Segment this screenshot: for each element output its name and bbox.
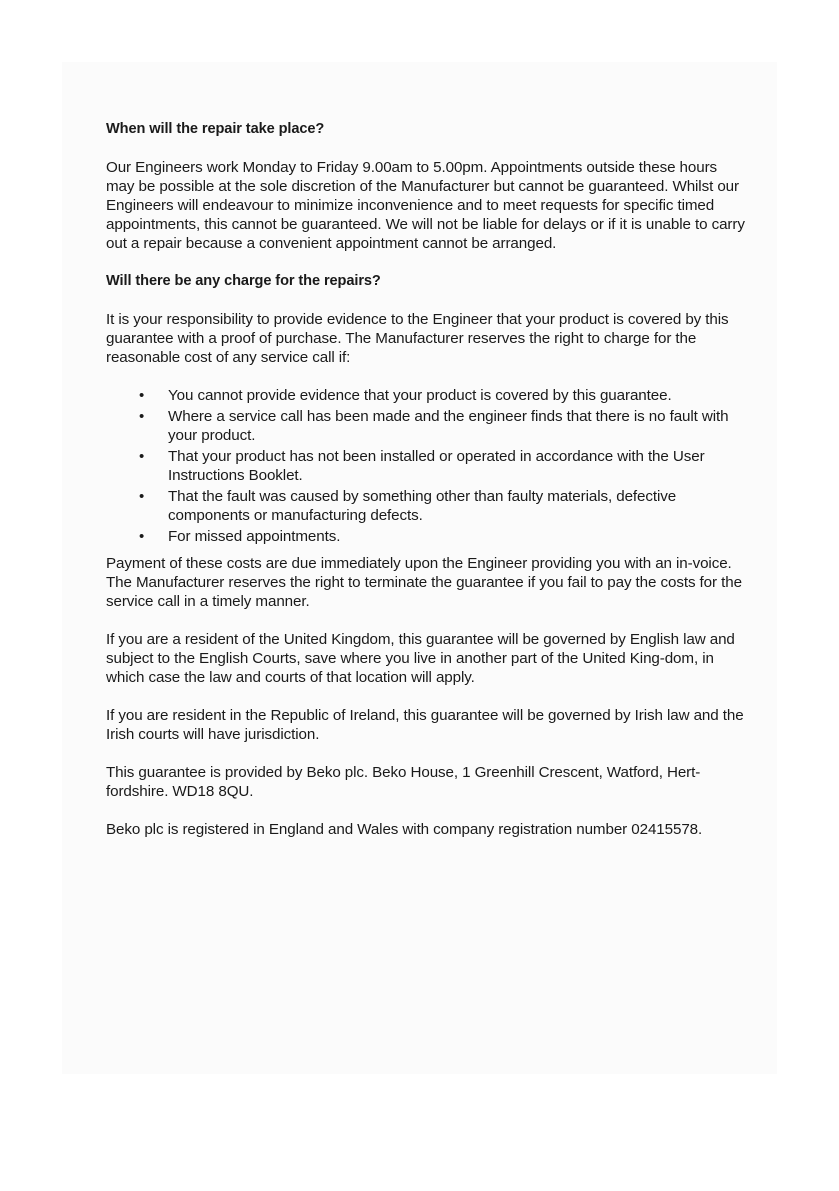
list-item-text: That the fault was caused by something other than faulty materials, defective components or manufacturing defects. xyxy=(168,488,677,524)
bullet-icon: • xyxy=(139,488,145,505)
uk-law-paragraph: If you are a resident of the United Kingdom, this guarantee will be governed by English law and subject to the English Courts, save where you live in another part of the United King-dom, in which case the law and courts of that location will apply. xyxy=(106,631,735,686)
list-item-text: That your product has not been installed or operated in accordance with the User Instructions Booklet. xyxy=(168,448,705,484)
list-item xyxy=(106,386,746,405)
charge-heading: Will there be any charge for the repairs? xyxy=(106,273,381,289)
payment-paragraph: Payment of these costs are due immediately upon the Engineer providing you with an in-voice. The Manufacturer reserves the right to terminate the guarantee if you fail to pay the costs for the service call in a timely manner. xyxy=(106,555,742,610)
document-body xyxy=(106,120,746,858)
list-item-text: You cannot provide evidence that your product is covered by this guarantee. xyxy=(168,387,672,404)
provider-paragraph: This guarantee is provided by Beko plc. Beko House, 1 Greenhill Crescent, Watford, Hert-fordshire. WD18 8QU. xyxy=(106,764,701,800)
list-item xyxy=(106,447,746,485)
list-item-text: For missed appointments. xyxy=(168,528,341,545)
list-item xyxy=(106,487,746,525)
list-item xyxy=(106,527,746,546)
charge-paragraph: It is your responsibility to provide evidence to the Engineer that your product is covered by this guarantee with a proof of purchase. The Manufacturer reserves the right to charge for the reasonable cost of any service call if: xyxy=(106,311,729,366)
bullet-icon: • xyxy=(139,528,145,545)
list-item-text: Where a service call has been made and the engineer finds that there is no fault with your product. xyxy=(168,408,729,444)
list-item xyxy=(106,407,746,445)
charge-conditions-list xyxy=(106,386,746,546)
bullet-icon: • xyxy=(139,408,145,425)
ireland-law-paragraph: If you are resident in the Republic of Ireland, this guarantee will be governed by Irish law and the Irish courts will have jurisdiction. xyxy=(106,707,744,743)
repair-paragraph: Our Engineers work Monday to Friday 9.00am to 5.00pm. Appointments outside these hours may be possible at the sole discretion of the Manufacturer but cannot be guaranteed. Whilst our Engineers will endeavour to minimize inconvenience and to meet requests for specific timed appointments, this cannot be guaranteed. We will not be liable for delays or if it is unable to carry out a repair because a convenient appointment cannot be arranged. xyxy=(106,159,745,252)
repair-heading: When will the repair take place? xyxy=(106,121,325,137)
bullet-icon: • xyxy=(139,448,145,465)
registration-paragraph: Beko plc is registered in England and Wales with company registration number 02415578. xyxy=(106,821,703,838)
bullet-icon: • xyxy=(139,387,145,404)
